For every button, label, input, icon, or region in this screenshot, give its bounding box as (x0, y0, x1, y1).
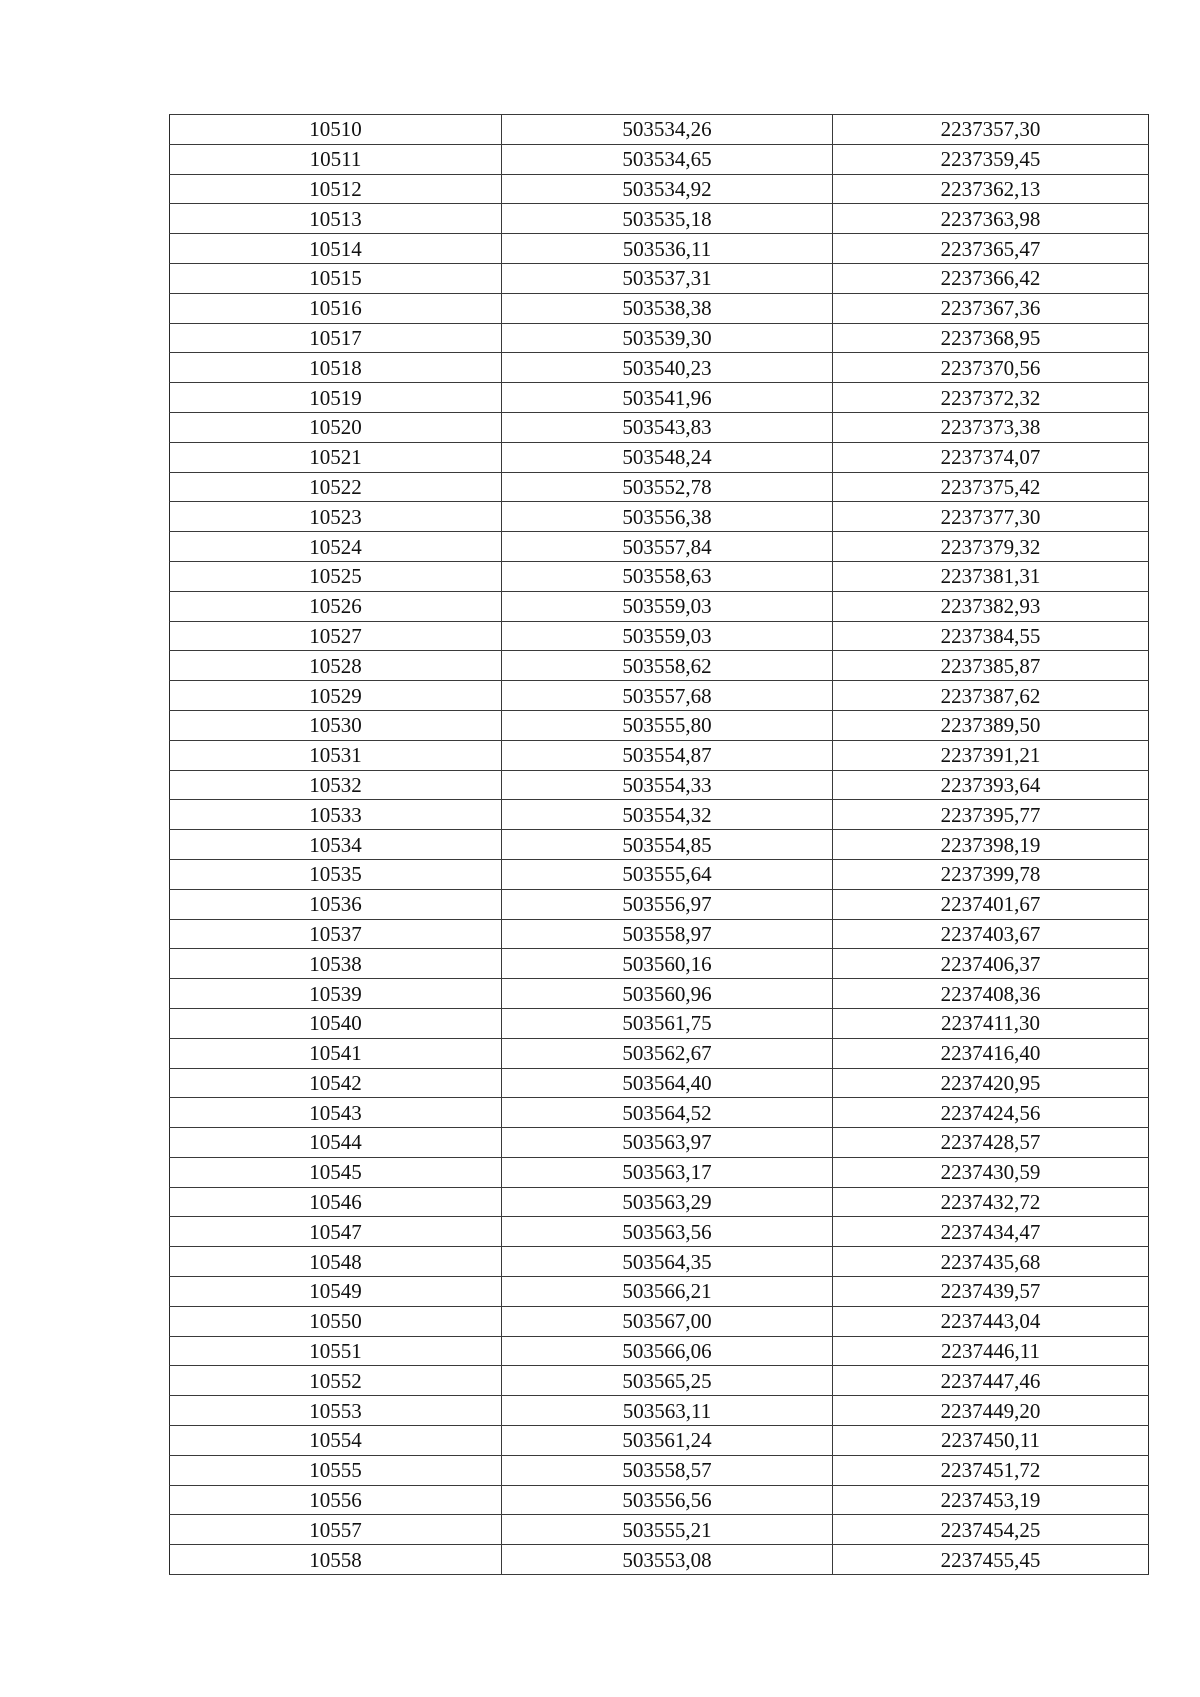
table-row (170, 263, 1149, 293)
table-row (170, 353, 1149, 383)
y-coordinate-cell: 2237384,55 (833, 621, 1149, 651)
point-number-cell: 10517 (170, 323, 502, 353)
x-coordinate-cell: 503536,11 (502, 234, 833, 264)
y-coordinate-cell: 2237447,46 (833, 1366, 1149, 1396)
x-coordinate-cell: 503558,57 (502, 1455, 833, 1485)
table-row (170, 472, 1149, 502)
y-coordinate-cell: 2237359,45 (833, 144, 1149, 174)
y-coordinate-cell: 2237363,98 (833, 204, 1149, 234)
point-number-cell: 10555 (170, 1455, 502, 1485)
y-coordinate-cell: 2237373,38 (833, 412, 1149, 442)
table-row (170, 979, 1149, 1009)
table-row (170, 770, 1149, 800)
point-number-cell: 10553 (170, 1396, 502, 1426)
table-row (170, 1157, 1149, 1187)
table-row (170, 532, 1149, 562)
table-row (170, 710, 1149, 740)
y-coordinate-cell: 2237370,56 (833, 353, 1149, 383)
x-coordinate-cell: 503563,97 (502, 1128, 833, 1158)
x-coordinate-cell: 503534,65 (502, 144, 833, 174)
table-row (170, 293, 1149, 323)
table-row (170, 323, 1149, 353)
y-coordinate-cell: 2237434,47 (833, 1217, 1149, 1247)
point-number-cell: 10527 (170, 621, 502, 651)
y-coordinate-cell: 2237424,56 (833, 1098, 1149, 1128)
table-row (170, 1306, 1149, 1336)
point-number-cell: 10539 (170, 979, 502, 1009)
point-number-cell: 10534 (170, 830, 502, 860)
y-coordinate-cell: 2237379,32 (833, 532, 1149, 562)
y-coordinate-cell: 2237432,72 (833, 1187, 1149, 1217)
x-coordinate-cell: 503558,62 (502, 651, 833, 681)
table-row (170, 1515, 1149, 1545)
x-coordinate-cell: 503556,56 (502, 1485, 833, 1515)
x-coordinate-cell: 503566,06 (502, 1336, 833, 1366)
y-coordinate-cell: 2237401,67 (833, 889, 1149, 919)
y-coordinate-cell: 2237372,32 (833, 383, 1149, 413)
point-number-cell: 10543 (170, 1098, 502, 1128)
x-coordinate-cell: 503534,92 (502, 174, 833, 204)
point-number-cell: 10522 (170, 472, 502, 502)
table-row (170, 1396, 1149, 1426)
point-number-cell: 10518 (170, 353, 502, 383)
y-coordinate-cell: 2237443,04 (833, 1306, 1149, 1336)
y-coordinate-cell: 2237382,93 (833, 591, 1149, 621)
point-number-cell: 10541 (170, 1038, 502, 1068)
x-coordinate-cell: 503543,83 (502, 412, 833, 442)
y-coordinate-cell: 2237420,95 (833, 1068, 1149, 1098)
x-coordinate-cell: 503548,24 (502, 442, 833, 472)
x-coordinate-cell: 503534,26 (502, 115, 833, 145)
y-coordinate-cell: 2237454,25 (833, 1515, 1149, 1545)
x-coordinate-cell: 503559,03 (502, 591, 833, 621)
table-row (170, 144, 1149, 174)
point-number-cell: 10556 (170, 1485, 502, 1515)
y-coordinate-cell: 2237362,13 (833, 174, 1149, 204)
point-number-cell: 10520 (170, 412, 502, 442)
point-number-cell: 10537 (170, 919, 502, 949)
table-row (170, 1128, 1149, 1158)
table-row (170, 1068, 1149, 1098)
table-row (170, 1336, 1149, 1366)
x-coordinate-cell: 503554,32 (502, 800, 833, 830)
x-coordinate-cell: 503539,30 (502, 323, 833, 353)
point-number-cell: 10546 (170, 1187, 502, 1217)
table-row (170, 681, 1149, 711)
table-row (170, 204, 1149, 234)
y-coordinate-cell: 2237357,30 (833, 115, 1149, 145)
y-coordinate-cell: 2237395,77 (833, 800, 1149, 830)
table-row (170, 919, 1149, 949)
point-number-cell: 10545 (170, 1157, 502, 1187)
table-row (170, 383, 1149, 413)
x-coordinate-cell: 503537,31 (502, 263, 833, 293)
table-row (170, 621, 1149, 651)
y-coordinate-cell: 2237439,57 (833, 1277, 1149, 1307)
table-row (170, 442, 1149, 472)
table-row (170, 412, 1149, 442)
point-number-cell: 10529 (170, 681, 502, 711)
table-row (170, 1366, 1149, 1396)
x-coordinate-cell: 503557,84 (502, 532, 833, 562)
x-coordinate-cell: 503554,87 (502, 740, 833, 770)
x-coordinate-cell: 503556,38 (502, 502, 833, 532)
point-number-cell: 10532 (170, 770, 502, 800)
y-coordinate-cell: 2237367,36 (833, 293, 1149, 323)
table-row (170, 949, 1149, 979)
x-coordinate-cell: 503563,17 (502, 1157, 833, 1187)
table-row (170, 115, 1149, 145)
table-row (170, 889, 1149, 919)
x-coordinate-cell: 503564,40 (502, 1068, 833, 1098)
x-coordinate-cell: 503556,97 (502, 889, 833, 919)
x-coordinate-cell: 503552,78 (502, 472, 833, 502)
x-coordinate-cell: 503566,21 (502, 1277, 833, 1307)
table-row (170, 1008, 1149, 1038)
point-number-cell: 10524 (170, 532, 502, 562)
x-coordinate-cell: 503563,56 (502, 1217, 833, 1247)
point-number-cell: 10528 (170, 651, 502, 681)
table-row (170, 800, 1149, 830)
table-row (170, 1455, 1149, 1485)
x-coordinate-cell: 503541,96 (502, 383, 833, 413)
y-coordinate-cell: 2237391,21 (833, 740, 1149, 770)
x-coordinate-cell: 503538,38 (502, 293, 833, 323)
table-row (170, 740, 1149, 770)
table-row (170, 1277, 1149, 1307)
x-coordinate-cell: 503553,08 (502, 1545, 833, 1575)
table-row (170, 502, 1149, 532)
y-coordinate-cell: 2237385,87 (833, 651, 1149, 681)
point-number-cell: 10536 (170, 889, 502, 919)
table-row (170, 651, 1149, 681)
x-coordinate-cell: 503567,00 (502, 1306, 833, 1336)
table-row (170, 174, 1149, 204)
table-row (170, 1247, 1149, 1277)
y-coordinate-cell: 2237399,78 (833, 859, 1149, 889)
point-number-cell: 10519 (170, 383, 502, 413)
point-number-cell: 10538 (170, 949, 502, 979)
x-coordinate-cell: 503555,21 (502, 1515, 833, 1545)
y-coordinate-cell: 2237381,31 (833, 561, 1149, 591)
x-coordinate-cell: 503564,35 (502, 1247, 833, 1277)
y-coordinate-cell: 2237387,62 (833, 681, 1149, 711)
x-coordinate-cell: 503560,96 (502, 979, 833, 1009)
y-coordinate-cell: 2237374,07 (833, 442, 1149, 472)
x-coordinate-cell: 503563,29 (502, 1187, 833, 1217)
point-number-cell: 10535 (170, 859, 502, 889)
x-coordinate-cell: 503554,85 (502, 830, 833, 860)
y-coordinate-cell: 2237428,57 (833, 1128, 1149, 1158)
point-number-cell: 10513 (170, 204, 502, 234)
y-coordinate-cell: 2237368,95 (833, 323, 1149, 353)
y-coordinate-cell: 2237416,40 (833, 1038, 1149, 1068)
point-number-cell: 10511 (170, 144, 502, 174)
table-row (170, 1485, 1149, 1515)
table-row (170, 859, 1149, 889)
x-coordinate-cell: 503559,03 (502, 621, 833, 651)
y-coordinate-cell: 2237393,64 (833, 770, 1149, 800)
y-coordinate-cell: 2237435,68 (833, 1247, 1149, 1277)
x-coordinate-cell: 503555,80 (502, 710, 833, 740)
point-number-cell: 10516 (170, 293, 502, 323)
x-coordinate-cell: 503562,67 (502, 1038, 833, 1068)
point-number-cell: 10523 (170, 502, 502, 532)
y-coordinate-cell: 2237411,30 (833, 1008, 1149, 1038)
y-coordinate-cell: 2237449,20 (833, 1396, 1149, 1426)
table-row (170, 561, 1149, 591)
table-row (170, 1545, 1149, 1575)
point-number-cell: 10515 (170, 263, 502, 293)
table-row (170, 1217, 1149, 1247)
x-coordinate-cell: 503555,64 (502, 859, 833, 889)
y-coordinate-cell: 2237450,11 (833, 1426, 1149, 1456)
point-number-cell: 10512 (170, 174, 502, 204)
x-coordinate-cell: 503557,68 (502, 681, 833, 711)
x-coordinate-cell: 503564,52 (502, 1098, 833, 1128)
point-number-cell: 10544 (170, 1128, 502, 1158)
point-number-cell: 10514 (170, 234, 502, 264)
point-number-cell: 10554 (170, 1426, 502, 1456)
point-number-cell: 10540 (170, 1008, 502, 1038)
x-coordinate-cell: 503540,23 (502, 353, 833, 383)
point-number-cell: 10530 (170, 710, 502, 740)
point-number-cell: 10542 (170, 1068, 502, 1098)
point-number-cell: 10533 (170, 800, 502, 830)
x-coordinate-cell: 503558,97 (502, 919, 833, 949)
point-number-cell: 10531 (170, 740, 502, 770)
y-coordinate-cell: 2237455,45 (833, 1545, 1149, 1575)
point-number-cell: 10548 (170, 1247, 502, 1277)
x-coordinate-cell: 503560,16 (502, 949, 833, 979)
coordinates-table (169, 114, 1149, 1575)
x-coordinate-cell: 503554,33 (502, 770, 833, 800)
point-number-cell: 10510 (170, 115, 502, 145)
point-number-cell: 10549 (170, 1277, 502, 1307)
y-coordinate-cell: 2237446,11 (833, 1336, 1149, 1366)
point-number-cell: 10525 (170, 561, 502, 591)
y-coordinate-cell: 2237453,19 (833, 1485, 1149, 1515)
point-number-cell: 10547 (170, 1217, 502, 1247)
y-coordinate-cell: 2237398,19 (833, 830, 1149, 860)
table-row (170, 591, 1149, 621)
y-coordinate-cell: 2237389,50 (833, 710, 1149, 740)
y-coordinate-cell: 2237406,37 (833, 949, 1149, 979)
y-coordinate-cell: 2237366,42 (833, 263, 1149, 293)
x-coordinate-cell: 503561,75 (502, 1008, 833, 1038)
point-number-cell: 10557 (170, 1515, 502, 1545)
x-coordinate-cell: 503563,11 (502, 1396, 833, 1426)
point-number-cell: 10521 (170, 442, 502, 472)
y-coordinate-cell: 2237375,42 (833, 472, 1149, 502)
y-coordinate-cell: 2237408,36 (833, 979, 1149, 1009)
table-row (170, 830, 1149, 860)
table-row (170, 1098, 1149, 1128)
point-number-cell: 10550 (170, 1306, 502, 1336)
y-coordinate-cell: 2237377,30 (833, 502, 1149, 532)
x-coordinate-cell: 503558,63 (502, 561, 833, 591)
y-coordinate-cell: 2237403,67 (833, 919, 1149, 949)
table-row (170, 1038, 1149, 1068)
table-row (170, 1187, 1149, 1217)
y-coordinate-cell: 2237365,47 (833, 234, 1149, 264)
x-coordinate-cell: 503561,24 (502, 1426, 833, 1456)
y-coordinate-cell: 2237451,72 (833, 1455, 1149, 1485)
point-number-cell: 10558 (170, 1545, 502, 1575)
point-number-cell: 10526 (170, 591, 502, 621)
x-coordinate-cell: 503565,25 (502, 1366, 833, 1396)
table-row (170, 1426, 1149, 1456)
coordinates-table-body (170, 115, 1149, 1575)
x-coordinate-cell: 503535,18 (502, 204, 833, 234)
point-number-cell: 10552 (170, 1366, 502, 1396)
point-number-cell: 10551 (170, 1336, 502, 1366)
y-coordinate-cell: 2237430,59 (833, 1157, 1149, 1187)
table-row (170, 234, 1149, 264)
